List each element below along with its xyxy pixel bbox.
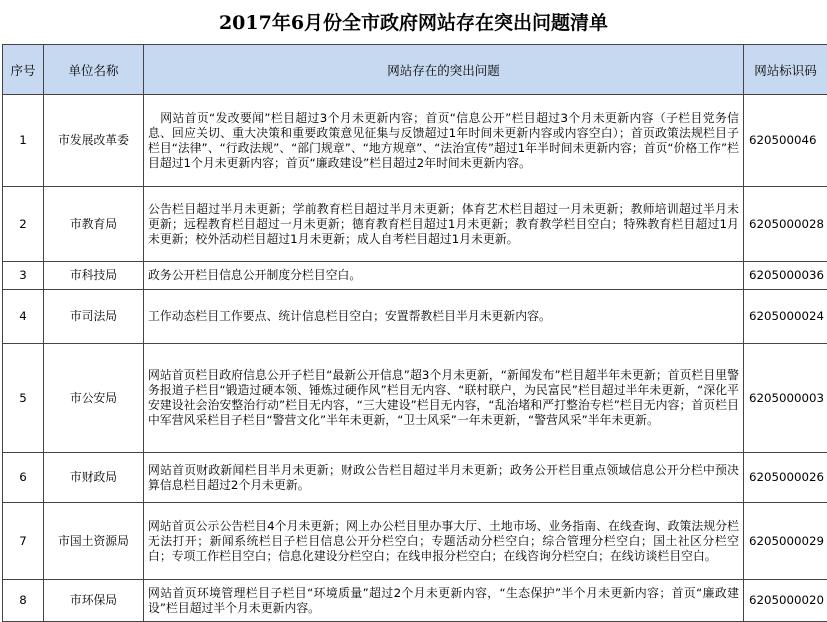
cell-unit: 市环保局: [44, 580, 144, 622]
cell-unit: 市司法局: [44, 290, 144, 344]
table-header-row: [3, 45, 827, 95]
cell-code: 6205000024: [744, 290, 827, 344]
cell-code: 6205000029: [744, 503, 827, 580]
table-row: [3, 187, 827, 262]
cell-code: 6205000026: [744, 453, 827, 503]
table-row: [3, 503, 827, 580]
cell-unit: 市发展改革委: [44, 95, 144, 187]
issues-table: [2, 44, 827, 622]
table-row: [3, 453, 827, 503]
cell-seq: 6: [3, 453, 44, 503]
table-row: [3, 95, 827, 187]
cell-unit: 市公安局: [44, 344, 144, 453]
header-issues: 网站存在的突出问题: [144, 45, 744, 95]
cell-issues: 网站首页环境管理栏目子栏目“环境质量”超过2个月未更新内容，“生态保护”半个月未更新内容；首页“廉政建设”栏目超过半个月未更新内容。: [144, 580, 744, 622]
cell-code: 6205000020: [744, 580, 827, 622]
table-row: [3, 290, 827, 344]
cell-unit: 市财政局: [44, 453, 144, 503]
cell-unit: 市教育局: [44, 187, 144, 262]
cell-issues: 政务公开栏目信息公开制度分栏目空白。: [144, 262, 744, 290]
header-code: 网站标识码: [744, 45, 827, 95]
cell-seq: 3: [3, 262, 44, 290]
header-seq: 序号: [3, 45, 44, 95]
cell-code: 6205000003: [744, 344, 827, 453]
cell-seq: 8: [3, 580, 44, 622]
cell-seq: 1: [3, 95, 44, 187]
cell-issues: 网站首页财政新闻栏目半月未更新；财政公告栏目超过半月未更新；政务公开栏目重点领域信息公开分栏中预决算信息栏目超过2个月未更新。: [144, 453, 744, 503]
cell-seq: 7: [3, 503, 44, 580]
cell-issues: 网站首页公示公告栏目4个月未更新；网上办公栏目里办事大厅、土地市场、业务指南、在线查询、政策法规分栏无法打开；新闻系统栏目子栏目信息公开分栏空白；专题活动分栏空白；综合管理分栏空白；国土社区分栏空白；专项工作栏目空白；信息化建设分栏空白；在线申报分栏空白；在线咨询分栏空白；在线访谈栏目空白。: [144, 503, 744, 580]
cell-issues: 工作动态栏目工作要点、统计信息栏目空白；安置帮教栏目半月未更新内容。: [144, 290, 744, 344]
cell-issues: 网站首页栏目政府信息公开子栏目“最新公开信息”超3个月未更新，“新闻发布”栏目超半年未更新；首页栏目里警务报道子栏目“锻造过硬本领、锤炼过硬作风”栏目无内容、“联村联户，为民富民”栏目超过半年未更新，“深化平安建设社会治安整治行动”栏目无内容，“三大建设”栏目无内容，“乱治堵和严打整治专栏”栏目无内容；首页栏目中军营风采栏目子栏目“警营文化”半年未更新，“卫士风采”一年未更新，“警营风采”半年未更新。: [144, 344, 744, 453]
page-title: 2017年6月份全市政府网站存在突出问题清单: [0, 0, 827, 42]
cell-code: 6205000028: [744, 187, 827, 262]
cell-issues: 公告栏目超过半月未更新；学前教育栏目超过半月未更新；体育艺术栏目超过一月未更新；教师培训超过半月未更新；远程教育栏目超过一月未更新；德育教育栏目超过1月未更新；教育教学栏目空白；特殊教育栏目超过1月未更新；校外活动栏目超过1月未更新；成人自考栏目超过1月未更新。: [144, 187, 744, 262]
cell-unit: 市科技局: [44, 262, 144, 290]
cell-code: 6205000036: [744, 262, 827, 290]
cell-code: 620500046: [744, 95, 827, 187]
table-row: [3, 580, 827, 622]
cell-seq: 5: [3, 344, 44, 453]
table-row: [3, 262, 827, 290]
header-unit: 单位名称: [44, 45, 144, 95]
cell-unit: 市国土资源局: [44, 503, 144, 580]
cell-seq: 2: [3, 187, 44, 262]
table-row: [3, 344, 827, 453]
cell-issues: 网站首页“发改要闻”栏目超过3个月未更新内容；首页“信息公开”栏目超过3个月未更新内容（子栏目党务信息、回应关切、重大决策和重要政策意见征集与反馈超过1年时间未更新内容或内容空白）；首页政策法规栏目子栏目“法律”、“行政法规”、“部门规章”、“地方规章”、“法治宣传”超过1年半时间未更新内容；首页“价格工作”栏目超过1个月未更新内容；首页“廉政建设”栏目超过2年时间未更新内容。: [144, 95, 744, 187]
cell-seq: 4: [3, 290, 44, 344]
